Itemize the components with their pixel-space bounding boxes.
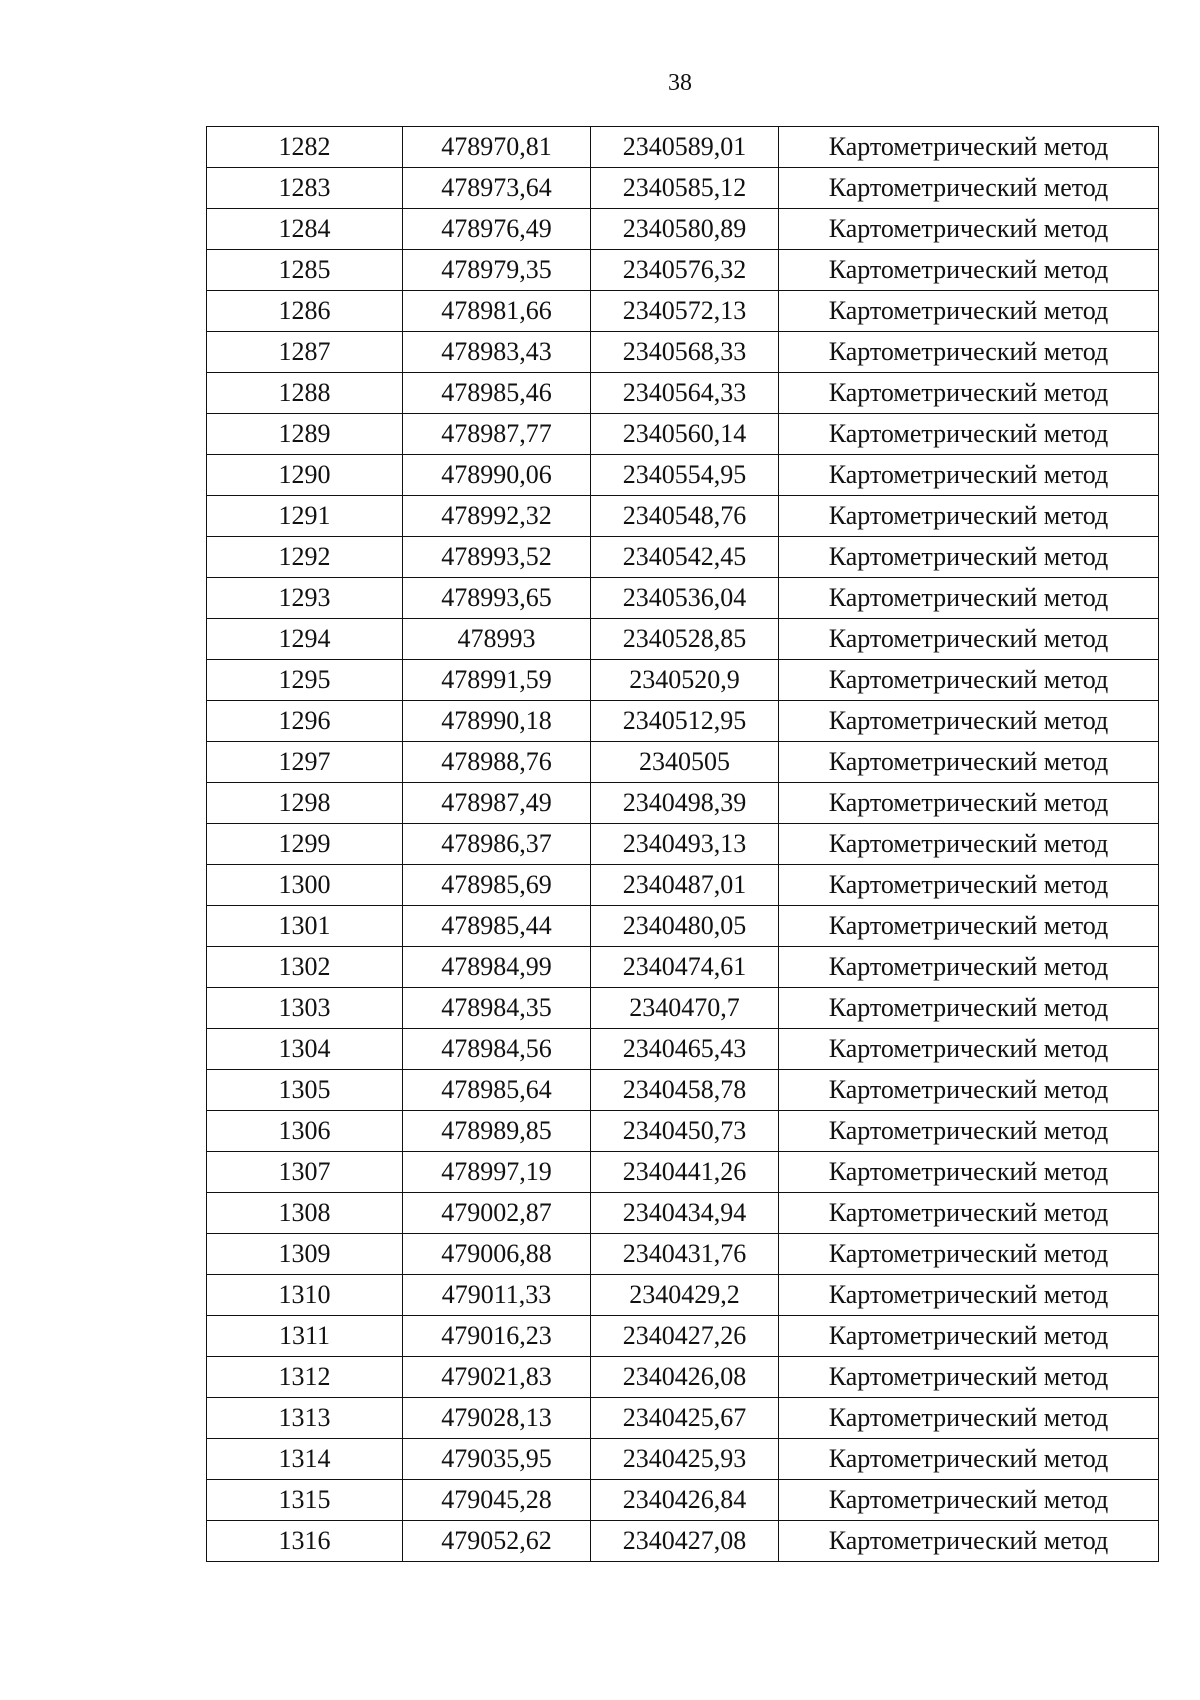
- y-coordinate-cell: 2340474,61: [591, 947, 779, 988]
- table-row: [207, 1521, 1159, 1562]
- y-coordinate-cell: 2340572,13: [591, 291, 779, 332]
- method-cell: Картометрический метод: [779, 783, 1159, 824]
- method-cell: Картометрический метод: [779, 742, 1159, 783]
- table-row: [207, 1111, 1159, 1152]
- point-number-cell: 1282: [207, 127, 403, 168]
- x-coordinate-cell: 478985,69: [403, 865, 591, 906]
- point-number-cell: 1305: [207, 1070, 403, 1111]
- point-number-cell: 1292: [207, 537, 403, 578]
- method-cell: Картометрический метод: [779, 373, 1159, 414]
- y-coordinate-cell: 2340441,26: [591, 1152, 779, 1193]
- coordinates-table: [206, 126, 1159, 1562]
- point-number-cell: 1316: [207, 1521, 403, 1562]
- x-coordinate-cell: 478991,59: [403, 660, 591, 701]
- table-row: [207, 168, 1159, 209]
- table-row: [207, 783, 1159, 824]
- point-number-cell: 1299: [207, 824, 403, 865]
- point-number-cell: 1309: [207, 1234, 403, 1275]
- table-row: [207, 619, 1159, 660]
- y-coordinate-cell: 2340434,94: [591, 1193, 779, 1234]
- y-coordinate-cell: 2340589,01: [591, 127, 779, 168]
- table-row: [207, 537, 1159, 578]
- point-number-cell: 1315: [207, 1480, 403, 1521]
- method-cell: Картометрический метод: [779, 578, 1159, 619]
- table-row: [207, 496, 1159, 537]
- table-row: [207, 742, 1159, 783]
- x-coordinate-cell: 479035,95: [403, 1439, 591, 1480]
- y-coordinate-cell: 2340427,08: [591, 1521, 779, 1562]
- table-row: [207, 824, 1159, 865]
- y-coordinate-cell: 2340520,9: [591, 660, 779, 701]
- y-coordinate-cell: 2340564,33: [591, 373, 779, 414]
- point-number-cell: 1302: [207, 947, 403, 988]
- y-coordinate-cell: 2340431,76: [591, 1234, 779, 1275]
- x-coordinate-cell: 478983,43: [403, 332, 591, 373]
- x-coordinate-cell: 478979,35: [403, 250, 591, 291]
- y-coordinate-cell: 2340512,95: [591, 701, 779, 742]
- x-coordinate-cell: 478985,64: [403, 1070, 591, 1111]
- method-cell: Картометрический метод: [779, 127, 1159, 168]
- method-cell: Картометрический метод: [779, 1152, 1159, 1193]
- point-number-cell: 1314: [207, 1439, 403, 1480]
- method-cell: Картометрический метод: [779, 1193, 1159, 1234]
- x-coordinate-cell: 478992,32: [403, 496, 591, 537]
- method-cell: Картометрический метод: [779, 619, 1159, 660]
- point-number-cell: 1306: [207, 1111, 403, 1152]
- x-coordinate-cell: 478973,64: [403, 168, 591, 209]
- x-coordinate-cell: 479011,33: [403, 1275, 591, 1316]
- table-row: [207, 906, 1159, 947]
- y-coordinate-cell: 2340580,89: [591, 209, 779, 250]
- table-row: [207, 1275, 1159, 1316]
- point-number-cell: 1288: [207, 373, 403, 414]
- x-coordinate-cell: 479006,88: [403, 1234, 591, 1275]
- y-coordinate-cell: 2340554,95: [591, 455, 779, 496]
- y-coordinate-cell: 2340560,14: [591, 414, 779, 455]
- y-coordinate-cell: 2340425,93: [591, 1439, 779, 1480]
- point-number-cell: 1303: [207, 988, 403, 1029]
- x-coordinate-cell: 478997,19: [403, 1152, 591, 1193]
- method-cell: Картометрический метод: [779, 1316, 1159, 1357]
- page-number: 38: [668, 70, 692, 96]
- method-cell: Картометрический метод: [779, 291, 1159, 332]
- y-coordinate-cell: 2340425,67: [591, 1398, 779, 1439]
- method-cell: Картометрический метод: [779, 496, 1159, 537]
- table-row: [207, 988, 1159, 1029]
- point-number-cell: 1289: [207, 414, 403, 455]
- x-coordinate-cell: 478993: [403, 619, 591, 660]
- method-cell: Картометрический метод: [779, 414, 1159, 455]
- point-number-cell: 1290: [207, 455, 403, 496]
- table-row: [207, 373, 1159, 414]
- x-coordinate-cell: 479045,28: [403, 1480, 591, 1521]
- point-number-cell: 1295: [207, 660, 403, 701]
- table-row: [207, 1316, 1159, 1357]
- point-number-cell: 1312: [207, 1357, 403, 1398]
- x-coordinate-cell: 479028,13: [403, 1398, 591, 1439]
- method-cell: Картометрический метод: [779, 1070, 1159, 1111]
- point-number-cell: 1294: [207, 619, 403, 660]
- point-number-cell: 1308: [207, 1193, 403, 1234]
- x-coordinate-cell: 478990,06: [403, 455, 591, 496]
- table-row: [207, 250, 1159, 291]
- x-coordinate-cell: 478990,18: [403, 701, 591, 742]
- method-cell: Картометрический метод: [779, 168, 1159, 209]
- y-coordinate-cell: 2340576,32: [591, 250, 779, 291]
- table-row: [207, 578, 1159, 619]
- coordinates-table-body: [207, 127, 1159, 1562]
- point-number-cell: 1291: [207, 496, 403, 537]
- table-row: [207, 1193, 1159, 1234]
- y-coordinate-cell: 2340450,73: [591, 1111, 779, 1152]
- method-cell: Картометрический метод: [779, 701, 1159, 742]
- x-coordinate-cell: 478985,46: [403, 373, 591, 414]
- point-number-cell: 1313: [207, 1398, 403, 1439]
- y-coordinate-cell: 2340528,85: [591, 619, 779, 660]
- y-coordinate-cell: 2340465,43: [591, 1029, 779, 1070]
- x-coordinate-cell: 478984,56: [403, 1029, 591, 1070]
- method-cell: Картометрический метод: [779, 1521, 1159, 1562]
- method-cell: Картометрический метод: [779, 1234, 1159, 1275]
- point-number-cell: 1297: [207, 742, 403, 783]
- method-cell: Картометрический метод: [779, 660, 1159, 701]
- y-coordinate-cell: 2340429,2: [591, 1275, 779, 1316]
- table-row: [207, 455, 1159, 496]
- point-number-cell: 1286: [207, 291, 403, 332]
- method-cell: Картометрический метод: [779, 250, 1159, 291]
- method-cell: Картометрический метод: [779, 1029, 1159, 1070]
- x-coordinate-cell: 478984,99: [403, 947, 591, 988]
- point-number-cell: 1284: [207, 209, 403, 250]
- y-coordinate-cell: 2340548,76: [591, 496, 779, 537]
- method-cell: Картометрический метод: [779, 1439, 1159, 1480]
- x-coordinate-cell: 479021,83: [403, 1357, 591, 1398]
- point-number-cell: 1296: [207, 701, 403, 742]
- table-row: [207, 291, 1159, 332]
- y-coordinate-cell: 2340568,33: [591, 332, 779, 373]
- x-coordinate-cell: 478986,37: [403, 824, 591, 865]
- y-coordinate-cell: 2340470,7: [591, 988, 779, 1029]
- x-coordinate-cell: 479052,62: [403, 1521, 591, 1562]
- table-row: [207, 127, 1159, 168]
- y-coordinate-cell: 2340427,26: [591, 1316, 779, 1357]
- y-coordinate-cell: 2340480,05: [591, 906, 779, 947]
- table-row: [207, 1357, 1159, 1398]
- point-number-cell: 1304: [207, 1029, 403, 1070]
- point-number-cell: 1300: [207, 865, 403, 906]
- table-row: [207, 1152, 1159, 1193]
- table-row: [207, 1234, 1159, 1275]
- point-number-cell: 1287: [207, 332, 403, 373]
- y-coordinate-cell: 2340505: [591, 742, 779, 783]
- x-coordinate-cell: 478970,81: [403, 127, 591, 168]
- method-cell: Картометрический метод: [779, 1275, 1159, 1316]
- y-coordinate-cell: 2340458,78: [591, 1070, 779, 1111]
- x-coordinate-cell: 478985,44: [403, 906, 591, 947]
- method-cell: Картометрический метод: [779, 455, 1159, 496]
- y-coordinate-cell: 2340487,01: [591, 865, 779, 906]
- method-cell: Картометрический метод: [779, 824, 1159, 865]
- x-coordinate-cell: 478988,76: [403, 742, 591, 783]
- point-number-cell: 1310: [207, 1275, 403, 1316]
- table-row: [207, 1029, 1159, 1070]
- y-coordinate-cell: 2340536,04: [591, 578, 779, 619]
- method-cell: Картометрический метод: [779, 1398, 1159, 1439]
- table-row: [207, 1070, 1159, 1111]
- table-row: [207, 1480, 1159, 1521]
- method-cell: Картометрический метод: [779, 537, 1159, 578]
- y-coordinate-cell: 2340498,39: [591, 783, 779, 824]
- point-number-cell: 1285: [207, 250, 403, 291]
- x-coordinate-cell: 478984,35: [403, 988, 591, 1029]
- method-cell: Картометрический метод: [779, 209, 1159, 250]
- table-row: [207, 209, 1159, 250]
- x-coordinate-cell: 478993,65: [403, 578, 591, 619]
- y-coordinate-cell: 2340493,13: [591, 824, 779, 865]
- table-row: [207, 1439, 1159, 1480]
- method-cell: Картометрический метод: [779, 865, 1159, 906]
- x-coordinate-cell: 479016,23: [403, 1316, 591, 1357]
- x-coordinate-cell: 479002,87: [403, 1193, 591, 1234]
- point-number-cell: 1311: [207, 1316, 403, 1357]
- point-number-cell: 1301: [207, 906, 403, 947]
- x-coordinate-cell: 478981,66: [403, 291, 591, 332]
- x-coordinate-cell: 478976,49: [403, 209, 591, 250]
- x-coordinate-cell: 478993,52: [403, 537, 591, 578]
- y-coordinate-cell: 2340426,08: [591, 1357, 779, 1398]
- x-coordinate-cell: 478987,49: [403, 783, 591, 824]
- method-cell: Картометрический метод: [779, 988, 1159, 1029]
- method-cell: Картометрический метод: [779, 906, 1159, 947]
- table-row: [207, 865, 1159, 906]
- table-row: [207, 332, 1159, 373]
- point-number-cell: 1283: [207, 168, 403, 209]
- x-coordinate-cell: 478987,77: [403, 414, 591, 455]
- y-coordinate-cell: 2340585,12: [591, 168, 779, 209]
- method-cell: Картометрический метод: [779, 332, 1159, 373]
- y-coordinate-cell: 2340426,84: [591, 1480, 779, 1521]
- method-cell: Картометрический метод: [779, 1111, 1159, 1152]
- table-row: [207, 414, 1159, 455]
- x-coordinate-cell: 478989,85: [403, 1111, 591, 1152]
- point-number-cell: 1307: [207, 1152, 403, 1193]
- method-cell: Картометрический метод: [779, 1357, 1159, 1398]
- table-row: [207, 947, 1159, 988]
- table-row: [207, 1398, 1159, 1439]
- table-row: [207, 701, 1159, 742]
- method-cell: Картометрический метод: [779, 1480, 1159, 1521]
- table-row: [207, 660, 1159, 701]
- method-cell: Картометрический метод: [779, 947, 1159, 988]
- point-number-cell: 1298: [207, 783, 403, 824]
- y-coordinate-cell: 2340542,45: [591, 537, 779, 578]
- point-number-cell: 1293: [207, 578, 403, 619]
